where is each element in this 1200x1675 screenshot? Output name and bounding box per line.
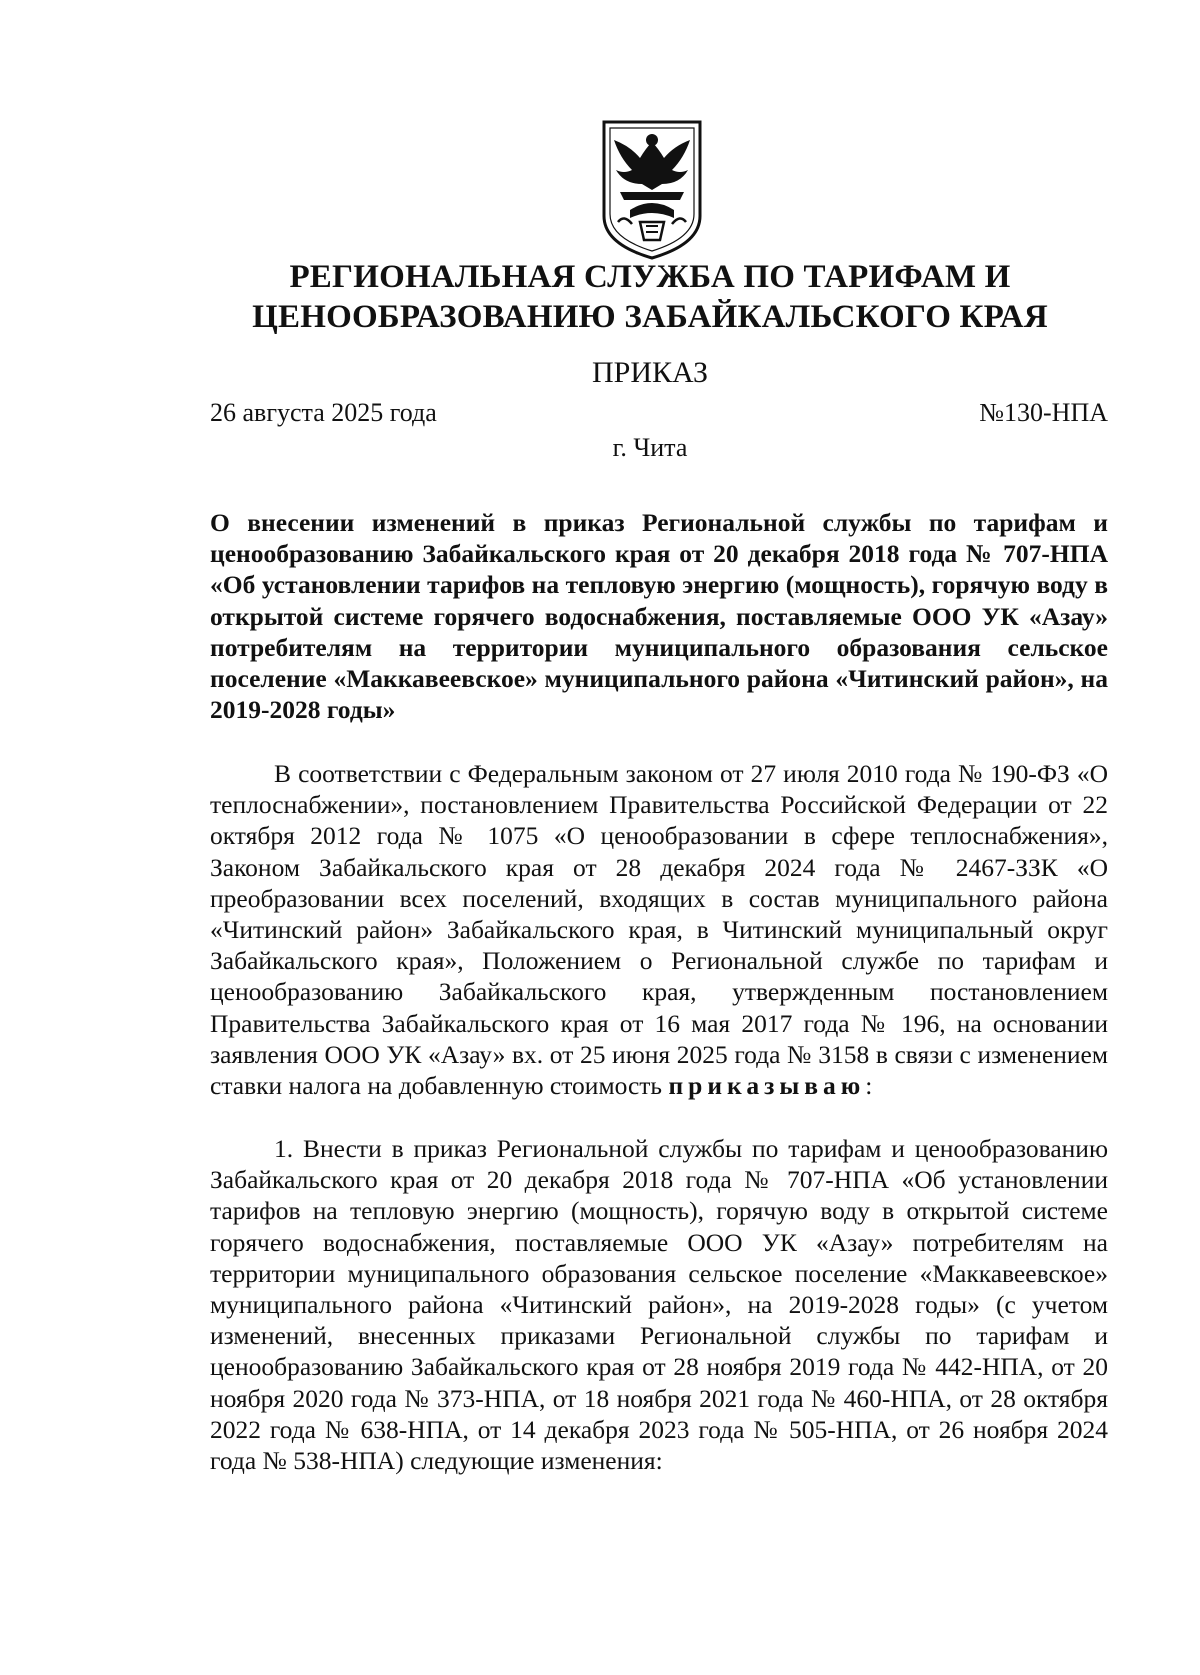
org-name-line-2: ЦЕНООБРАЗОВАНИЮ ЗАБАЙКАЛЬСКОГО КРАЯ	[252, 299, 1048, 335]
org-name-line-1: РЕГИОНАЛЬНАЯ СЛУЖБА ПО ТАРИФАМ И	[289, 259, 1011, 295]
command-word: приказываю	[668, 1071, 866, 1101]
preamble-colon: :	[865, 1071, 873, 1101]
preamble-text: В соответствии с Федеральным законом от 27 июля 2010 года № 190-ФЗ «О теплоснабжении», постановлением Правительства Российской Федерации от 22 октября 2012 года № 1075 «О ценообразовании в сфере теплоснабжения», Законом Забайкальского края от 28 декабря 2024 года № 2467-ЗЗК «О преобразовании всех поселений, входящих в состав муниципального района «Читинский район» Забайкальского края, в Читинский муниципальный округ Забайкальского края», Положением о Региональной службе по тарифам и ценообразованию Забайкальского края, утвержденным постановлением Правительства Забайкальского края от 16 мая 2017 года № 196, на основании заявления ООО УК «Азау» вх. от 25 июня 2025 года № 3158 в связи с изменением ставки налога на добавленную стоимость	[210, 759, 1108, 1101]
order-subject: О внесении изменений в приказ Региональной службы по тарифам и ценообразованию Забайкальского края от 20 декабря 2018 года № 707-НПА «Об установлении тарифов на тепловую энергию (мощность), горячую воду в открытой системе горячего водоснабжения, поставляемые ООО УК «Азау» потребителям на территории муниципального образования сельское поселение «Маккавеевское» муниципального района «Читинский район», на 2019-2028 годы»	[210, 508, 1108, 725]
order-title: ПРИКАЗ	[592, 356, 708, 389]
item-1-paragraph: 1. Внести в приказ Региональной службы по тарифам и ценообразованию Забайкальского края от 20 декабря 2018 года № 707-НПА «Об установлении тарифов на тепловую энергию (мощность), горячую воду в открытой системе горячего водоснабжения, поставляемые ООО УК «Азау» потребителям на территории муниципального образования сельское поселение «Маккавеевское» муниципального района «Читинский район», на 2019-2028 годы» (с учетом изменений, внесенных приказами Региональной службы по тарифам и ценообразованию Забайкальского края от 28 ноября 2019 года № 442-НПА, от 20 ноября 2020 года № 373-НПА, от 18 ноября 2021 года № 460-НПА, от 28 октября 2022 года № 638-НПА, от 14 декабря 2023 года № 505-НПА, от 26 ноября 2024 года № 538-НПА) следующие изменения:	[210, 1134, 1108, 1476]
order-date: 26 августа 2025 года	[210, 398, 437, 427]
order-city: г. Чита	[612, 433, 688, 462]
coat-of-arms-icon	[600, 118, 704, 260]
order-number: №130-НПА	[979, 398, 1108, 427]
preamble-paragraph	[210, 758, 1108, 1101]
